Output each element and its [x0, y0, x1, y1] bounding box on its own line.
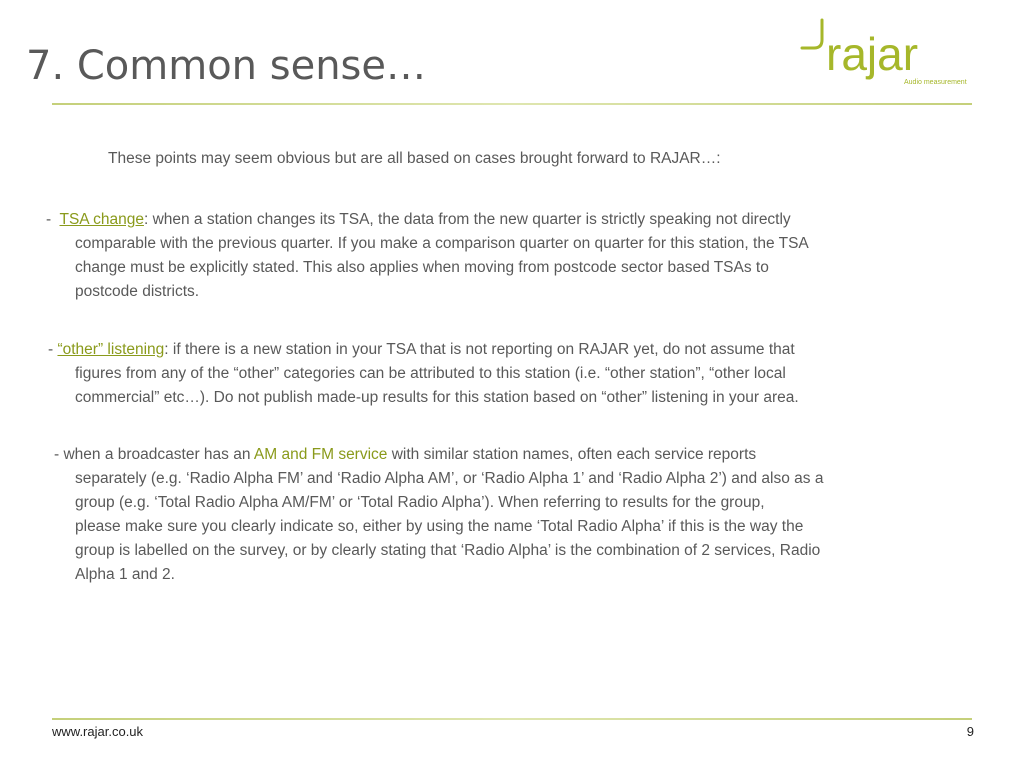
rajar-logo: [800, 14, 976, 90]
point-line: commercial” etc…). Do not publish made-up results for this station based on “other” listening in your area.: [75, 389, 799, 406]
point-line: please make sure you clearly indicate so, either by using the name ‘Total Radio Alpha’ if this is the way the: [75, 518, 804, 535]
logo-tagline: Audio measurement: [904, 79, 967, 86]
point-line: figures from any of the “other” categories can be attributed to this station (i.e. “other station”, “other local: [75, 365, 786, 382]
point-line1: : if there is a new station in your TSA that is not reporting on RAJAR yet, do not assume that: [164, 341, 795, 358]
point-line1: with similar station names, often each service reports: [387, 446, 757, 463]
point-line: group (e.g. ‘Total Radio Alpha AM/FM’ or ‘Total Radio Alpha’). When referring to results for the group,: [75, 494, 765, 511]
point-prefix: -: [46, 211, 60, 228]
point-line: comparable with the previous quarter. If you make a comparison quarter on quarter for this station, the TSA: [75, 235, 809, 252]
logo-wordmark: rajar: [826, 28, 919, 80]
am-fm-service-highlight: AM and FM service: [253, 446, 388, 463]
header-divider: [52, 103, 972, 105]
other-listening-link[interactable]: “other” listening: [57, 341, 165, 358]
point-line: Alpha 1 and 2.: [75, 566, 175, 583]
point-other-listening: [48, 338, 948, 410]
point-line1: : when a station changes its TSA, the data from the new quarter is strictly speaking not directly: [143, 211, 791, 228]
point-line: change must be explicitly stated. This also applies when moving from postcode sector based TSAs to: [75, 259, 769, 276]
point-am-fm-service: [54, 443, 954, 587]
page-number: 9: [966, 724, 974, 739]
footer-divider: [52, 718, 972, 720]
intro-text: These points may seem obvious but are all based on cases brought forward to RAJAR…:: [108, 150, 721, 167]
point-line: separately (e.g. ‘Radio Alpha FM’ and ‘Radio Alpha AM’, or ‘Radio Alpha 1’ and ‘Radio Alpha 2’) and also as a: [75, 470, 824, 487]
point-prefix: -: [48, 341, 58, 358]
point-line: postcode districts.: [75, 283, 200, 300]
footer-url-link[interactable]: www.rajar.co.uk: [52, 724, 144, 739]
point-prefix: - when a broadcaster has an: [54, 446, 254, 463]
slide-title: 7. Common sense…: [26, 43, 426, 89]
tsa-change-link[interactable]: TSA change: [59, 211, 144, 228]
point-tsa-change: [46, 208, 946, 304]
point-line: group is labelled on the survey, or by clearly stating that ‘Radio Alpha’ is the combination of 2 services, Radio: [75, 542, 821, 559]
